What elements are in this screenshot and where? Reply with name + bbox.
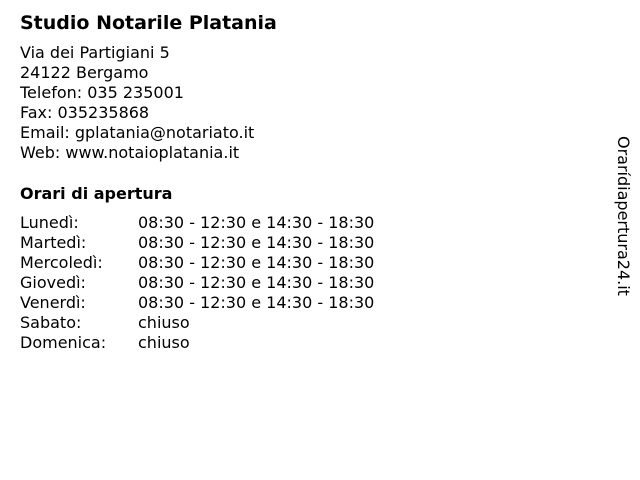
watermark xyxy=(612,136,634,316)
fax-line: Fax: 035235868 xyxy=(20,103,150,122)
day-label: Venerdì: xyxy=(20,293,86,312)
day-label: Martedì: xyxy=(20,233,87,252)
hours-heading: Orari di apertura xyxy=(20,184,173,203)
phone-line: Telefon: 035 235001 xyxy=(20,83,184,102)
hours-row-friday xyxy=(20,293,374,313)
day-label: Giovedì: xyxy=(20,273,86,292)
day-hours: chiuso xyxy=(138,313,190,332)
day-hours: 08:30 - 12:30 e 14:30 - 18:30 xyxy=(138,273,375,292)
city-line: 24122 Bergamo xyxy=(20,63,149,82)
day-hours: 08:30 - 12:30 e 14:30 - 18:30 xyxy=(138,293,375,312)
day-label: Domenica: xyxy=(20,333,107,352)
day-hours: 08:30 - 12:30 e 14:30 - 18:30 xyxy=(138,213,375,232)
day-hours: 08:30 - 12:30 e 14:30 - 18:30 xyxy=(138,233,375,252)
hours-row-sunday xyxy=(20,333,374,353)
day-label: Lunedì: xyxy=(20,213,79,232)
page-title: Studio Notarile Platania xyxy=(20,12,277,34)
hours-table xyxy=(20,213,374,353)
hours-row-tuesday xyxy=(20,233,374,253)
hours-row-monday xyxy=(20,213,374,233)
website-line: Web: www.notaioplatania.it xyxy=(20,143,240,162)
day-label: Mercoledì: xyxy=(20,253,103,272)
watermark-text: Orarídiapertura24.it xyxy=(614,136,633,296)
hours-row-thursday xyxy=(20,273,374,293)
day-hours: 08:30 - 12:30 e 14:30 - 18:30 xyxy=(138,253,375,272)
day-hours: chiuso xyxy=(138,333,190,352)
day-label: Sabato: xyxy=(20,313,82,332)
hours-row-wednesday xyxy=(20,253,374,273)
hours-row-saturday xyxy=(20,313,374,333)
contact-block xyxy=(20,43,254,163)
address-line: Via dei Partigiani 5 xyxy=(20,43,170,62)
email-line: Email: gplatania@notariato.it xyxy=(20,123,255,142)
